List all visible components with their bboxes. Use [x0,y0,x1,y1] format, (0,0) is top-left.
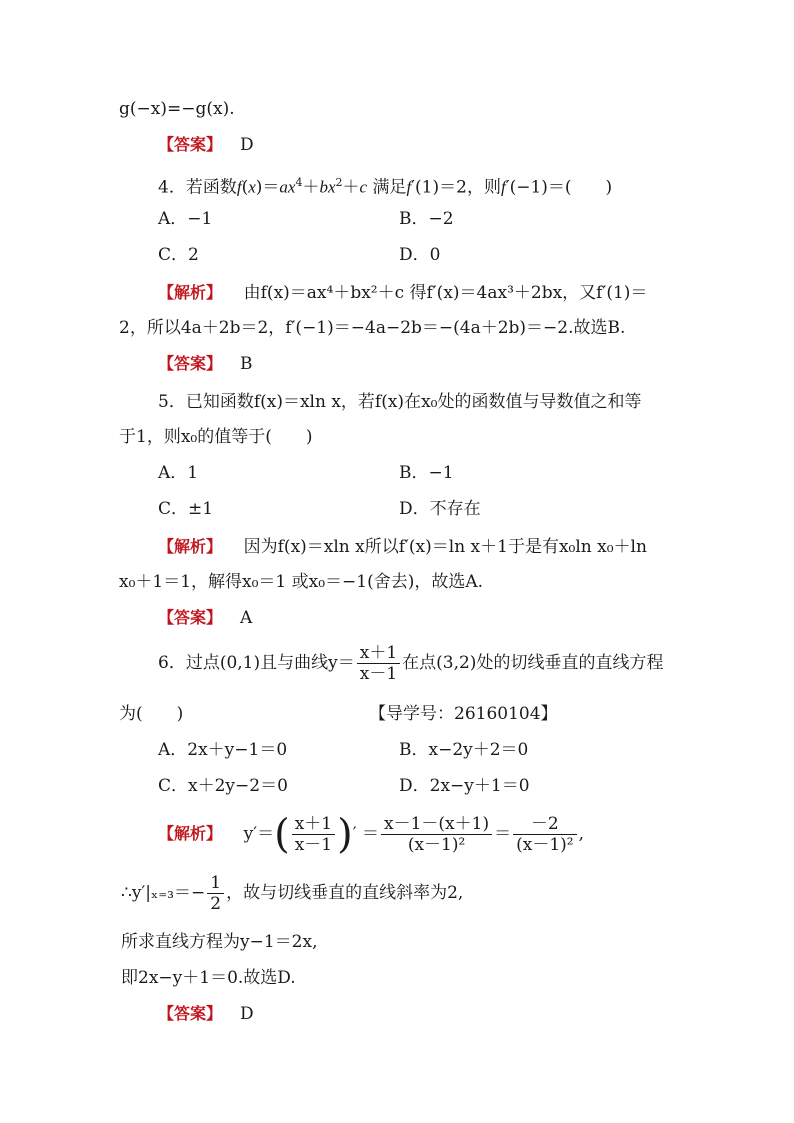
q6-result-fraction [513,814,576,855]
answer-tag: 【答案】 [158,1004,223,1023]
left-paren: ( [274,811,290,858]
q6-res-num: －2 [513,814,576,835]
analysis-tag: 【解析】 [158,283,223,302]
q4-option-c: C．2 [158,245,199,265]
q6-half-num: 1 [207,873,224,894]
q5-option-a: A．1 [158,463,199,483]
q6-frac-num: x＋1 [357,643,400,664]
q6-half-den: 2 [210,894,222,914]
q5-analysis-line1 [158,535,647,559]
q4-stem-mid: 满足 [372,177,407,198]
q6-stem-y: y＝ [328,653,355,673]
q6-res-den: (x－1)² [516,835,574,855]
q6-slope-suffix: ，故与切线垂直的直线斜率为2, [226,883,464,903]
q4-answer [158,352,253,376]
answer-tag: 【答案】 [158,135,223,154]
q4-analysis-line1 [158,281,647,305]
q6-mid-num: x－1－(x＋1) [381,814,492,835]
q6-stem-line1 [158,640,663,686]
answer-tag: 【答案】 [158,608,223,627]
q6-eq1: ＝ [362,824,380,844]
q6-guide-number: 【导学号：26160104】 [369,704,558,724]
q6-middle-fraction [381,814,492,855]
q6-prime: ′ [352,824,357,844]
q4-stem-end: (−1)＝( ) [509,177,613,198]
answer-tag: 【答案】 [158,354,223,373]
q6-answer [158,1002,254,1026]
q4-stem-suffix: (1)＝2，则 [415,177,501,198]
q6-stem-prefix: 6．过点(0,1)且与曲线 [158,653,329,673]
q6-option-a: A．2x＋y−1＝0 [158,740,288,760]
q5-option-d: D．不存在 [399,499,481,519]
q6-comma: , [578,824,584,844]
q5-option-c: C．±1 [158,499,214,519]
q6-stem-line2: 为( ) [119,704,184,724]
q4-analysis-line2: 2，所以4a＋2b＝2，f′(−1)＝−4a−2b＝−(4a＋2b)＝−2.故选B. [119,318,626,338]
q6-option-b: B．x−2y＋2＝0 [399,740,529,760]
q4-stem-prefix: 4．若函数 [158,177,237,198]
analysis-tag: 【解析】 [158,824,223,843]
answer-value: A [240,608,253,628]
q6-curve-fraction [357,643,400,684]
answer-value: D [240,1004,254,1024]
q6-frac-den: x－1 [359,664,398,684]
q5-option-b: B．−1 [399,463,454,483]
q6-paren-fraction [292,814,335,855]
q4-option-a: A．−1 [158,209,213,229]
q5-answer [158,606,252,630]
q3-answer [158,133,254,157]
q6-analysis-line-eq: 所求直线方程为y−1＝2x, [121,932,318,952]
q6-paren-den: x－1 [294,835,333,855]
q6-yprime: y′＝ [243,824,275,844]
analysis-tag: 【解析】 [158,537,223,556]
q6-option-d: D．2x−y＋1＝0 [399,776,530,796]
q5-stem-line2: 于1，则x₀的值等于( ) [119,427,313,447]
q6-analysis-derivative [158,810,584,858]
q5-stem-line1: 5．已知函数f(x)＝xln x，若f(x)在x₀处的函数值与导数值之和等 [158,392,642,412]
q4-analysis-text1: 由f(x)＝ax⁴＋bx²＋c 得f′(x)＝4ax³＋2bx，又f′(1)＝ [243,283,648,303]
answer-value: D [240,135,254,155]
q4-stem: 4．若函数$f(x)=ax^4+bx^2+c$ 满足f′(1)＝2，则f′(−1)＝( ) [158,176,613,198]
q5-analysis-line2: x₀＋1＝1，解得x₀＝1 或x₀＝−1(舍去)，故选A. [119,572,484,592]
q6-stem-suffix: 在点(3,2)处的切线垂直的直线方程 [402,653,664,673]
q4-option-b: B．−2 [399,209,454,229]
q6-eq2: ＝ [494,824,512,844]
right-paren: ) [337,811,353,858]
q6-analysis-conclusion: 即2x−y＋1＝0.故选D. [121,968,296,988]
q6-option-c: C．x＋2y−2＝0 [158,776,288,796]
q6-mid-den: (x－1)² [407,835,466,855]
answer-value: B [240,354,253,374]
previous-solution-end: g(−x)=−g(x). [119,99,235,119]
q4-option-d: D．0 [399,245,441,265]
q6-half-fraction [207,873,224,914]
q5-analysis-text1: 因为f(x)＝xln x所以f′(x)＝ln x＋1于是有x₀ln x₀＋ln [243,537,647,557]
q6-paren-num: x＋1 [292,814,335,835]
q6-slope-prefix: ∴y′|ₓ₌₃＝− [121,883,206,903]
q6-analysis-slope [121,870,463,916]
